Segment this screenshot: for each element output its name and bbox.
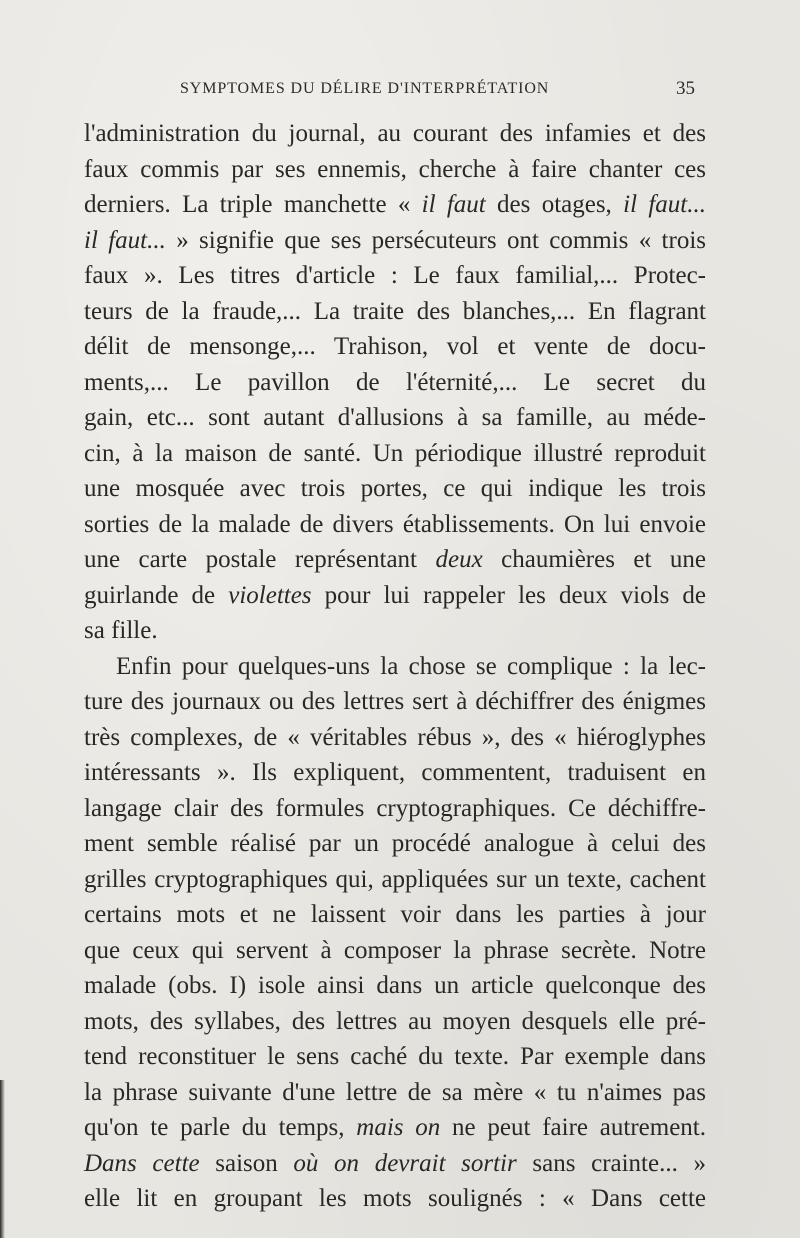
text-run: ment semble réalisé par un procédé analogue à celui des bbox=[84, 830, 706, 857]
text-line-content bbox=[84, 720, 706, 756]
text-line bbox=[84, 365, 706, 401]
text-line-content bbox=[84, 329, 706, 365]
text-line bbox=[84, 968, 706, 1004]
text-line-content bbox=[84, 400, 706, 436]
body-text bbox=[84, 116, 706, 1217]
text-line-content bbox=[84, 471, 706, 507]
text-line-content bbox=[84, 1004, 706, 1040]
italic-text: violettes bbox=[228, 581, 312, 609]
text-line-content bbox=[84, 755, 706, 791]
text-line-content bbox=[84, 862, 706, 898]
text-line bbox=[84, 1039, 706, 1075]
text-line bbox=[84, 1004, 706, 1040]
paragraph-first-line bbox=[84, 649, 706, 685]
text-line-content bbox=[84, 826, 706, 862]
text-line-content bbox=[84, 791, 706, 827]
text-line-content bbox=[84, 684, 706, 720]
text-line bbox=[84, 578, 706, 614]
text-run: elle lit en groupant les mots soulignés : « Dans cette bbox=[84, 1185, 706, 1212]
text-line-content bbox=[84, 365, 706, 401]
text-line-content bbox=[84, 897, 706, 933]
text-line-content bbox=[84, 1181, 706, 1217]
text-run: sa fille. bbox=[84, 617, 158, 644]
text-line bbox=[84, 187, 706, 223]
text-line-content bbox=[84, 507, 706, 543]
text-line bbox=[84, 862, 706, 898]
text-run: grilles cryptographiques qui, appliquées sur un texte, cachent bbox=[84, 865, 706, 893]
text-line-content bbox=[84, 436, 706, 472]
text-run: derniers. La triple manchette « bbox=[84, 191, 422, 218]
text-line-content bbox=[84, 187, 706, 223]
text-run: ture des journaux ou des lettres sert à déchiffrer des énigmes bbox=[84, 688, 706, 715]
text-line-content bbox=[84, 1110, 706, 1146]
page-edge-shadow bbox=[0, 1080, 5, 1238]
text-run: malade (obs. I) isole ainsi dans un article quelconque des bbox=[84, 972, 706, 999]
italic-text: Dans cette bbox=[84, 1149, 200, 1177]
text-line bbox=[84, 1075, 706, 1111]
italic-text: il faut... bbox=[84, 226, 166, 254]
text-line-content bbox=[84, 1146, 706, 1182]
text-line-content bbox=[84, 294, 706, 330]
text-line bbox=[84, 436, 706, 472]
text-run: pour lui rappeler les deux viols de bbox=[311, 581, 706, 609]
text-run: une carte postale représentant bbox=[84, 546, 436, 573]
text-line bbox=[84, 613, 706, 649]
text-line bbox=[84, 1181, 706, 1217]
text-line bbox=[84, 400, 706, 436]
text-run: Enfin pour quelques-uns la chose se complique : la lec- bbox=[116, 652, 706, 680]
italic-text: où on devrait sortir bbox=[293, 1149, 517, 1177]
text-run: chaumières et une bbox=[482, 546, 707, 573]
text-run: cin, à la maison de santé. Un périodique illustré reproduit bbox=[84, 439, 706, 467]
text-run: ne peut faire autrement. bbox=[440, 1114, 706, 1141]
italic-text: deux bbox=[435, 546, 483, 573]
text-run: sans crainte... » bbox=[516, 1149, 706, 1177]
text-line-content bbox=[84, 258, 706, 294]
text-run: que ceux qui servent à composer la phrase secrète. Notre bbox=[84, 936, 706, 964]
text-line bbox=[84, 791, 706, 827]
text-line-content bbox=[116, 649, 706, 685]
page-number: 35 bbox=[676, 78, 695, 99]
text-line bbox=[84, 329, 706, 365]
text-run: » signifie que ses persécuteurs ont commis « trois bbox=[165, 226, 706, 254]
text-run: intéressants ». Ils expliquent, commentent, traduisent en bbox=[84, 759, 706, 786]
text-line bbox=[84, 1110, 706, 1146]
text-line bbox=[84, 755, 706, 791]
text-line bbox=[84, 933, 706, 969]
text-run: délit de mensonge,... Trahison, vol et vente de docu- bbox=[84, 333, 706, 360]
text-run: gain, etc... sont autant d'allusions à sa famille, au méde- bbox=[84, 404, 706, 431]
text-run: qu'on te parle du temps, bbox=[84, 1114, 357, 1141]
text-line-content bbox=[84, 542, 706, 578]
text-run: tend reconstituer le sens caché du texte. Par exemple dans bbox=[84, 1043, 706, 1070]
text-line bbox=[84, 1146, 706, 1182]
text-line bbox=[84, 720, 706, 756]
text-line-content bbox=[84, 223, 706, 259]
text-run: certains mots et ne laissent voir dans les parties à jour bbox=[84, 901, 706, 928]
text-line-content bbox=[84, 1075, 706, 1111]
running-title: SYMPTOMES DU DÉLIRE D'INTERPRÉTATION bbox=[180, 80, 550, 97]
text-line-content bbox=[84, 968, 706, 1004]
text-run: saison bbox=[199, 1149, 294, 1177]
text-line bbox=[84, 152, 706, 188]
text-run: teurs de la fraude,... La traite des blanches,... En flagrant bbox=[84, 297, 706, 325]
text-line bbox=[84, 471, 706, 507]
text-run: la phrase suivante d'une lettre de sa mère « tu n'aimes pas bbox=[84, 1078, 706, 1106]
text-line bbox=[84, 684, 706, 720]
text-line bbox=[84, 897, 706, 933]
text-run: faux ». Les titres d'article : Le faux familial,... Protec- bbox=[84, 262, 706, 289]
text-run: très complexes, de « véritables rébus », des « hiéroglyphes bbox=[84, 723, 706, 751]
text-line-content bbox=[84, 933, 706, 969]
text-line bbox=[84, 223, 706, 259]
text-line-content bbox=[84, 152, 706, 188]
text-run: langage clair des formules cryptographiques. Ce déchiffre- bbox=[84, 794, 706, 822]
text-run: des otages, bbox=[485, 191, 624, 218]
text-run: ments,... Le pavillon de l'éternité,... Le secret du bbox=[84, 368, 706, 396]
italic-text: il faut... bbox=[623, 191, 706, 218]
text-line bbox=[84, 542, 706, 578]
text-run: mots, des syllabes, des lettres au moyen desquels elle pré- bbox=[84, 1007, 706, 1035]
text-line bbox=[84, 116, 706, 152]
text-run: sorties de la malade de divers établissements. On lui envoie bbox=[84, 510, 706, 538]
text-line-content bbox=[84, 613, 706, 649]
text-line-content bbox=[84, 578, 706, 614]
text-run: guirlande de bbox=[84, 581, 229, 609]
text-line bbox=[84, 826, 706, 862]
text-run: faux commis par ses ennemis, cherche à faire chanter ces bbox=[84, 155, 706, 183]
text-line-content bbox=[84, 1039, 706, 1075]
text-line bbox=[84, 258, 706, 294]
italic-text: il faut bbox=[421, 191, 486, 218]
text-line bbox=[84, 507, 706, 543]
running-header bbox=[0, 80, 800, 108]
text-run: une mosquée avec trois portes, ce qui indique les trois bbox=[84, 475, 706, 502]
text-line-content bbox=[84, 116, 706, 152]
text-run: l'administration du journal, au courant des infamies et des bbox=[84, 120, 706, 147]
italic-text: mais on bbox=[356, 1114, 441, 1141]
text-line bbox=[84, 294, 706, 330]
